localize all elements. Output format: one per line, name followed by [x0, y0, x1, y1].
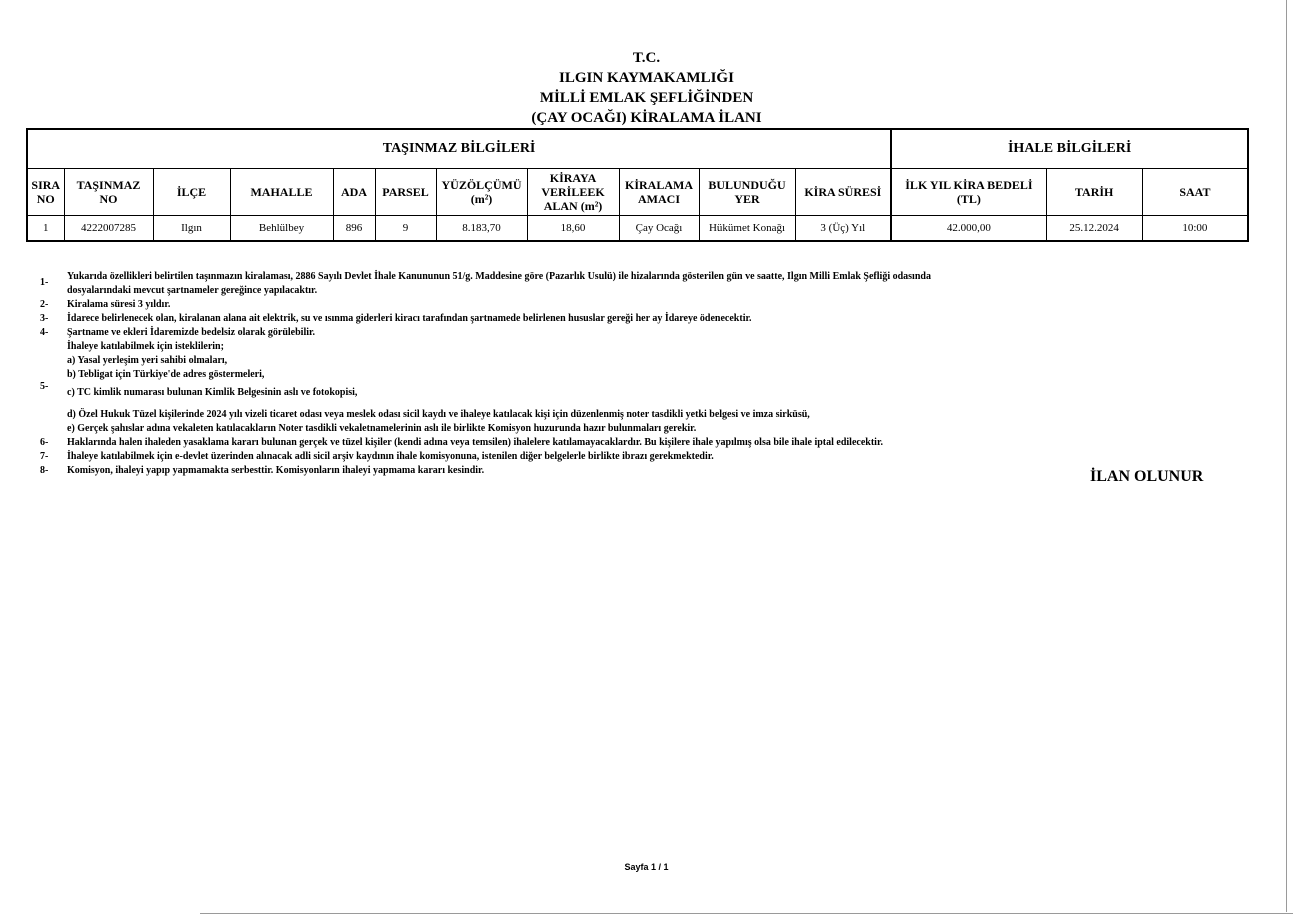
item-number: 8- — [40, 465, 49, 476]
cell-kira-suresi: 3 (Üç) Yıl — [795, 216, 891, 242]
note-3-text: İdarece belirlenecek olan, kiralanan alana ait elektrik, su ve ısınma giderleri kiracı tarafından şartnamede belirlenen hususlar gereği her ay İdareye ödenecektir. — [67, 313, 752, 324]
col-tarih: TARİH — [1046, 169, 1142, 216]
cell-tarih: 25.12.2024 — [1046, 216, 1142, 242]
cell-mahalle: Behlülbey — [230, 216, 333, 242]
list-item — [40, 436, 1040, 450]
list-item — [40, 340, 1040, 436]
cell-saat: 10:00 — [1142, 216, 1248, 242]
item-number: 3- — [40, 313, 49, 324]
group-ihale-header: İHALE BİLGİLERİ — [891, 129, 1248, 169]
note-1-line-2: dosyalarındaki mevcut şartnameler gereğince yapılacaktır. — [67, 285, 318, 296]
cell-ada: 896 — [333, 216, 375, 242]
note-5-a: a) Yasal yerleşim yeri sahibi olmaları, — [67, 355, 228, 366]
cell-parsel: 9 — [375, 216, 436, 242]
col-saat: SAAT — [1142, 169, 1248, 216]
col-ada: ADA — [333, 169, 375, 216]
header-line-seflik: MİLLİ EMLAK ŞEFLİĞİNDEN — [539, 90, 754, 106]
col-ilk-yil-kira-bedeli: İLK YIL KİRA BEDELİ (TL) — [891, 169, 1046, 216]
item-number: 5- — [40, 381, 49, 392]
page-right-edge — [1286, 0, 1287, 912]
list-item — [40, 464, 1040, 478]
cell-ilk-yil-kira-bedeli: 42.000,00 — [891, 216, 1046, 242]
note-8-text: Komisyon, ihaleyi yapıp yapmamakta serbesttir. Komisyonların ihaleyi yapmama kararı kesindir. — [67, 465, 485, 476]
item-number: 2- — [40, 299, 49, 310]
note-5-d: d) Özel Hukuk Tüzel kişilerinde 2024 yılı vizeli ticaret odası veya meslek odası sicil kaydı ve ihaleye katılacak kişi için düzenlenmiş noter tasdikli yetki belgesi ve imza sirküsü, — [67, 409, 810, 420]
note-2-text: Kiralama süresi 3 yıldır. — [67, 299, 171, 310]
cell-ilce: Ilgın — [153, 216, 230, 242]
cell-tasinmaz-no: 4222007285 — [64, 216, 153, 242]
cell-kiralama-amaci: Çay Ocağı — [619, 216, 699, 242]
document-header — [0, 48, 1293, 128]
col-ilce: İLÇE — [153, 169, 230, 216]
header-line-tc: T.C. — [632, 50, 661, 66]
col-kira-suresi: KİRA SÜRESİ — [795, 169, 891, 216]
list-item — [40, 298, 1040, 312]
item-number: 4- — [40, 327, 49, 338]
list-item — [40, 270, 1040, 298]
table-row — [27, 216, 1248, 242]
cell-yuzolcumu: 8.183,70 — [436, 216, 527, 242]
page-number: Sayfa 1 / 1 — [624, 862, 669, 872]
col-bulundugu-yer: BULUNDUĞU YER — [699, 169, 795, 216]
note-6-text: Haklarında halen ihaleden yasaklama kararı bulunan gerçek ve tüzel kişiler (kendi adına veya temsilen) ihalelere katılamayacaklardır. Bu kişilere ihale yapılmış olsa bile ihale iptal edilecektir. — [67, 437, 883, 448]
note-7-text: İhaleye katılabilmek için e-devlet üzerinden alınacak adli sicil arşiv kaydının ihale komisyonuna, istenilen diğer belgelerle birlikte ibrazı gerekmektedir. — [67, 451, 714, 462]
note-4-text: Şartname ve ekleri İdaremizde bedelsiz olarak görülebilir. — [67, 327, 316, 338]
ilan-olunur-text: İLAN OLUNUR — [1090, 468, 1204, 485]
cell-kiraya-verilecek-alan: 18,60 — [527, 216, 619, 242]
col-kiralama-amaci: KİRALAMA AMACI — [619, 169, 699, 216]
col-tasinmaz-no: TAŞINMAZ NO — [64, 169, 153, 216]
note-5-c: c) TC kimlik numarası bulunan Kimlik Belgesinin aslı ve fotokopisi, — [67, 387, 358, 398]
col-mahalle: MAHALLE — [230, 169, 333, 216]
col-kiraya-verilecek-alan: KİRAYA VERİLEEK ALAN (m²) — [527, 169, 619, 216]
group-tasinmaz-header: TAŞINMAZ BİLGİLERİ — [27, 129, 891, 169]
note-1-line-1: Yukarıda özellikleri belirtilen taşınmazın kiralaması, 2886 Sayılı Devlet İhale Kanununun 51/g. Maddesine göre (Pazarlık Usulü) ile hizalarında gösterilen gün ve saatte, Ilgın Milli Emlak Şefliği odasında — [67, 271, 931, 282]
item-number: 6- — [40, 437, 49, 448]
note-5-b: b) Tebligat için Türkiye'de adres göstermeleri, — [67, 369, 265, 380]
note-5-e: e) Gerçek şahıslar adına vekaleten katılacakların Noter tasdikli vekaletnamelerinin aslı ile birlikte Komisyon huzurunda hazır bulunmaları gerekir. — [67, 423, 697, 434]
col-sira: SIRA NO — [27, 169, 64, 216]
list-item — [40, 312, 1040, 326]
item-number: 1- — [40, 277, 49, 288]
header-line-ilan-title: (ÇAY OCAĞI) KİRALAMA İLANI — [531, 110, 762, 126]
item-number: 7- — [40, 451, 49, 462]
list-item — [40, 450, 1040, 464]
cell-sira: 1 — [27, 216, 64, 242]
spacer — [67, 400, 1040, 408]
cell-bulundugu-yer: Hükümet Konağı — [699, 216, 795, 242]
col-parsel: PARSEL — [375, 169, 436, 216]
list-item — [40, 326, 1040, 340]
col-yuzolcumu: YÜZÖLÇÜMÜ (m²) — [436, 169, 527, 216]
conditions-list — [40, 270, 1040, 478]
header-line-kaymakamlik: ILGIN KAYMAKAMLIĞI — [559, 70, 734, 86]
property-table — [26, 128, 1249, 242]
note-5-intro: İhaleye katılabilmek için isteklilerin; — [67, 341, 224, 352]
